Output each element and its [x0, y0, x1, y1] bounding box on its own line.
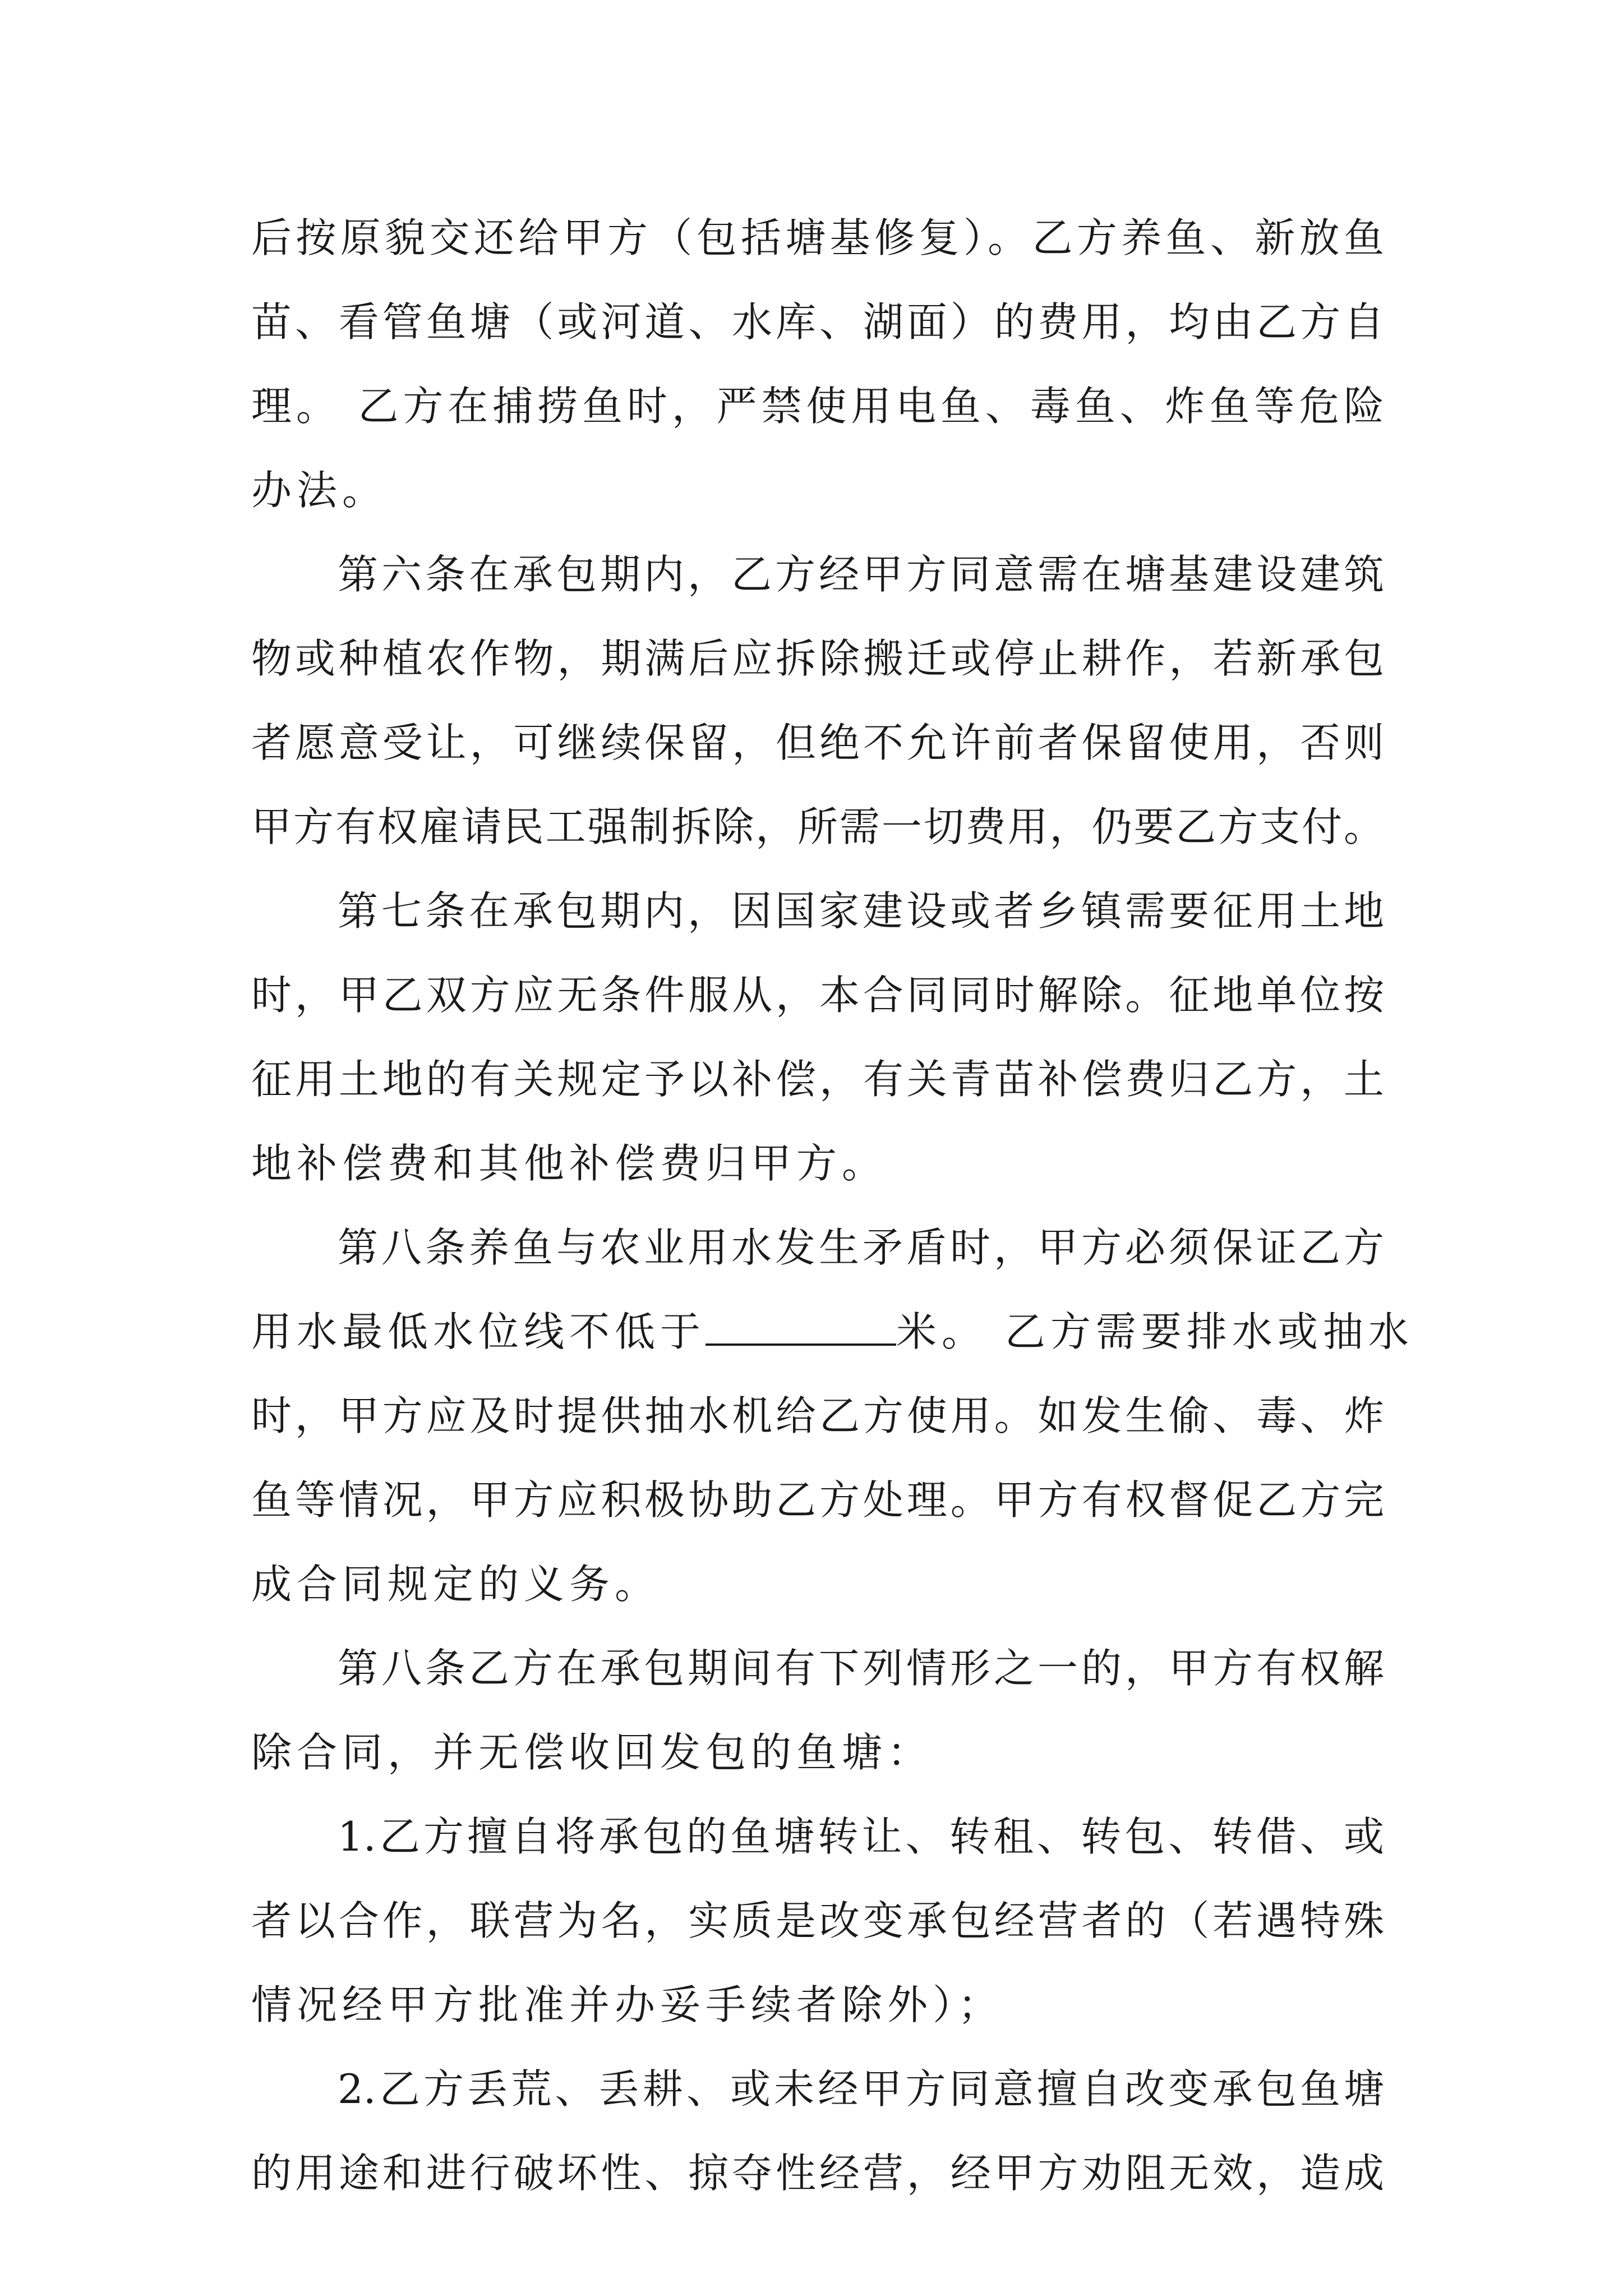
text-line-with-blank	[251, 1292, 1414, 1371]
text-segment: 米。 乙方需要排水或抽水	[896, 1308, 1414, 1355]
text-line: 甲方有权雇请民工强制拆除，所需一切费用，仍要乙方支付。	[251, 803, 1384, 850]
fill-in-blank	[706, 1304, 896, 1346]
text-line: 成合同规定的义务。	[251, 1561, 661, 1608]
list-item-first-line: 2.乙方丢荒、丢耕、或未经甲方同意擅自改变承包鱼塘	[338, 2065, 1384, 2113]
text-line: 理。 乙方在捕捞鱼时，严禁使用电鱼、毒鱼、炸鱼等危险	[251, 383, 1384, 430]
text-line: 物或种植农作物，期满后应拆除搬迁或停止耕作，若新承包	[251, 635, 1384, 682]
text-line: 办法。	[251, 467, 388, 514]
text-line: 者愿意受让，可继续保留，但绝不允许前者保留使用，否则	[251, 719, 1384, 766]
paragraph-first-line: 第八条乙方在承包期间有下列情形之一的，甲方有权解	[338, 1645, 1384, 1692]
paragraph-first-line: 第七条在承包期内，因国家建设或者乡镇需要征用土地	[338, 887, 1384, 935]
text-line: 的用途和进行破坏性、掠夺性经营，经甲方劝阻无效，造成	[251, 2150, 1384, 2197]
text-line: 后按原貌交还给甲方（包括塘基修复）。乙方养鱼、新放鱼	[251, 214, 1384, 261]
text-segment: 用水最低水位线不低于	[251, 1308, 706, 1355]
text-line: 地补偿费和其他补偿费归甲方。	[251, 1140, 888, 1187]
list-item-first-line: 1.乙方擅自将承包的鱼塘转让、转租、转包、转借、或	[338, 1813, 1384, 1860]
paragraph-first-line: 第六条在承包期内，乙方经甲方同意需在塘基建设建筑	[338, 551, 1384, 598]
text-line: 除合同，并无偿收回发包的鱼塘：	[251, 1729, 933, 1776]
text-line: 者以合作，联营为名，实质是改变承包经营者的（若遇特殊	[251, 1897, 1384, 1944]
text-line: 苗、看管鱼塘（或河道、水库、湖面）的费用，均由乙方自	[251, 298, 1384, 346]
paragraph-first-line: 第八条养鱼与农业用水发生矛盾时，甲方必须保证乙方	[338, 1224, 1384, 1271]
text-line: 情况经甲方批准并办妥手续者除外）；	[251, 1981, 1004, 2028]
text-line: 鱼等情况，甲方应积极协助乙方处理。甲方有权督促乙方完	[251, 1476, 1384, 1524]
text-line: 征用土地的有关规定予以补偿，有关青苗补偿费归乙方，土	[251, 1056, 1384, 1103]
text-line: 时，甲方应及时提供抽水机给乙方使用。如发生偷、毒、炸	[251, 1392, 1384, 1439]
text-line: 时，甲乙双方应无条件服从，本合同同时解除。征地单位按	[251, 972, 1384, 1019]
